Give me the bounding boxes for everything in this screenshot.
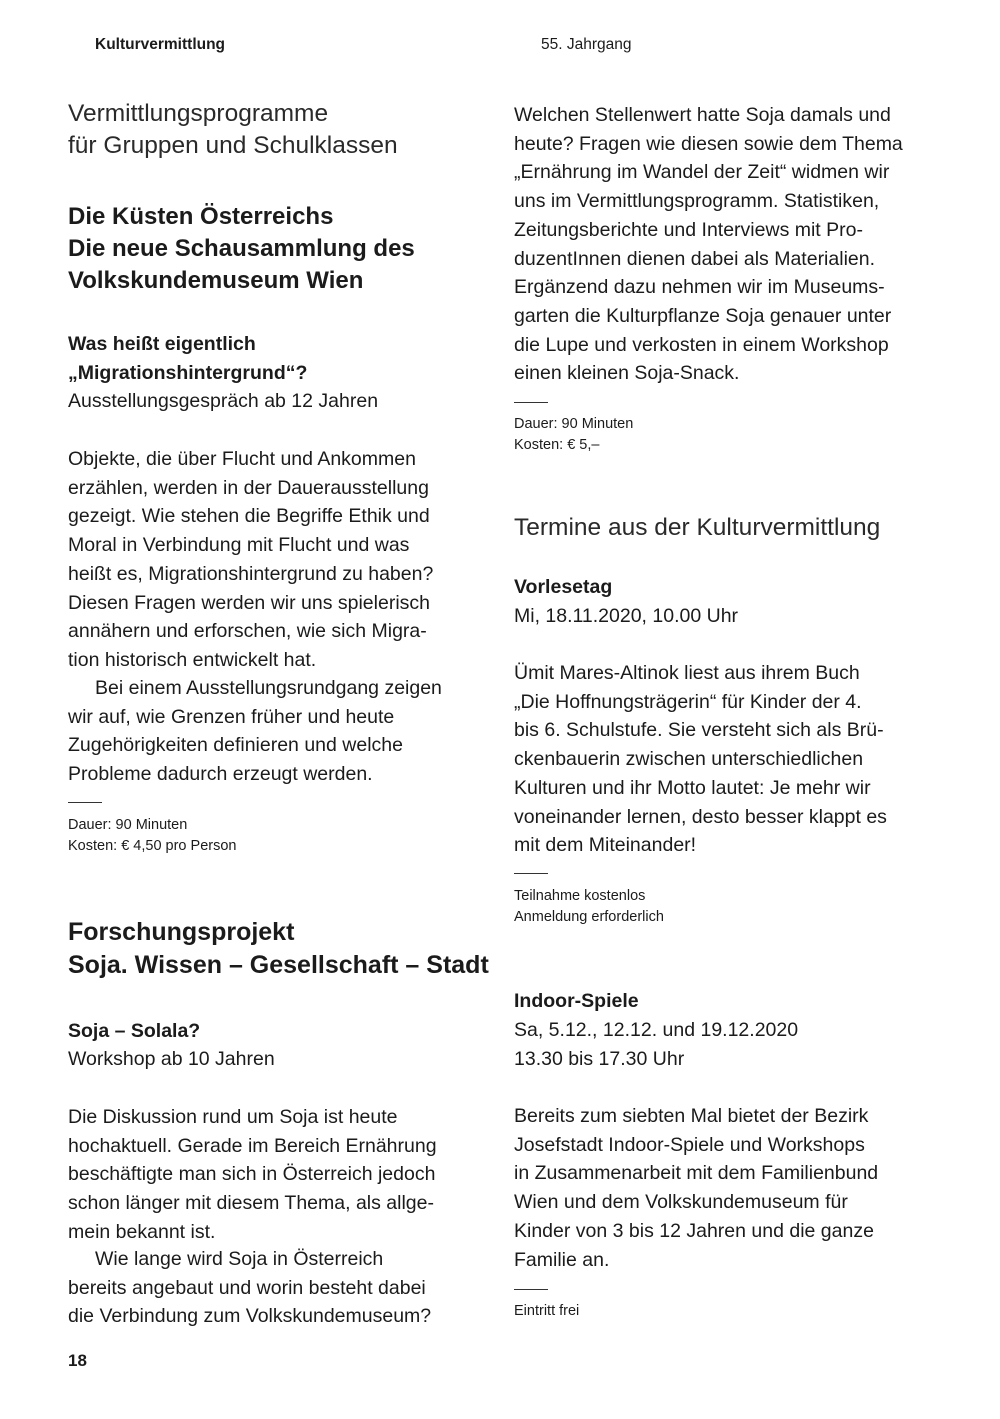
event-description-2: Bereits zum siebten Mal bietet der Bezirk Josefstadt Indoor-Spiele und Workshops in Zusammenarbeit mit dem Familienbund Wien und dem Volkskundemuseum für Kinder von 3 bis 12 Jahren und die ganze Familie an. [514,1105,879,1271]
event-date-2: Sa, 5.12., 12.12. und 19.12.2020 13.30 bis 17.30 Uhr [514,1019,799,1070]
event-title-2: Indoor-Spiele [514,990,639,1012]
event-description: Ümit Mares-Altinok liest aus ihrem Buch „Die Hoffnungsträgerin“ für Kinder der 4. bis 6. Schulstufe. Sie versteht sich als Brü- ckenbauerin zwischen unterschiedlichen Kulturen und ihr Motto lautet: Je mehr wir voneinander lernen, desto besser klappt es mit dem Miteinander! [514,662,887,857]
event-date: Mi, 18.11.2020, 10.00 Uhr [514,605,739,627]
project-title: Forschungsprojekt Soja. Wissen – Gesellschaft – Stadt [68,918,489,979]
program-title: Was heißt eigentlich „Migrationshintergrund“? [68,333,308,384]
exhibit-title: Die Küsten Österreichs Die neue Schausammlung des Volkskundemuseum Wien [68,203,415,294]
events-section-title: Termine aus der Kulturvermittlung [514,514,881,541]
section-title: Vermittlungsprogramme für Gruppen und Schulklassen [68,100,398,159]
program2-description-cont: Welchen Stellenwert hatte Soja damals und heute? Fragen wie diesen sowie dem Thema „Ernährung im Wandel der Zeit“ widmen wir uns im Vermittlungsprogramm. Statistiken, Zeitungsberichte und Interviews mit Pro- duzentInnen dienen dabei als Materialien. Ergänzend dazu nehmen wir im Museums- garten die Kulturpflanze Soja genauer unter die Lupe und verkosten in einem Workshop einen kleinen Soja-Snack. [514,104,903,385]
event-info-2: Eintritt frei [514,1303,580,1319]
divider [514,1289,548,1290]
program-subtitle: Ausstellungsgespräch ab 12 Jahren [68,390,379,412]
divider [514,873,548,874]
program2-description-2: Wie lange wird Soja in Österreich bereits angebaut und worin besteht dabei die Verbindung zum Volkskundemuseum? [68,1248,432,1328]
running-header-issue: 55. Jahrgang [541,36,632,53]
event-info: Teilnahme kostenlos Anmeldung erforderlich [514,888,664,925]
program-subtitle-2: Workshop ab 10 Jahren [68,1048,275,1070]
divider [68,802,102,803]
divider [514,402,548,403]
program2-description: Die Diskussion rund um Soja ist heute hochaktuell. Gerade im Bereich Ernährung beschäftigte man sich in Österreich jedoch schon länger mit diesem Thema, als allge- mein bekannt ist. [68,1106,437,1243]
page-number: 18 [68,1351,87,1370]
program-info: Dauer: 90 Minuten Kosten: € 4,50 pro Person [68,817,237,854]
running-header-section: Kulturvermittlung [95,36,226,53]
program2-info: Dauer: 90 Minuten Kosten: € 5,– [514,416,634,453]
event-title: Vorlesetag [514,576,613,598]
program-description-2: Bei einem Ausstellungsrundgang zeigen wir auf, wie Grenzen früher und heute Zugehörigkeiten definieren und welche Probleme dadurch erzeugt werden. [68,677,442,786]
program-title-2: Soja – Solala? [68,1020,201,1042]
program-description: Objekte, die über Flucht und Ankommen erzählen, werden in der Dauerausstellung gezeigt. Wie stehen die Begriffe Ethik und Moral in Verbindung mit Flucht und was heißt es, Migrationshintergrund zu haben? Diesen Fragen werden wir uns spielerisch annähern und erforschen, wie sich Migra- tion historisch entwickelt hat. [68,448,434,671]
